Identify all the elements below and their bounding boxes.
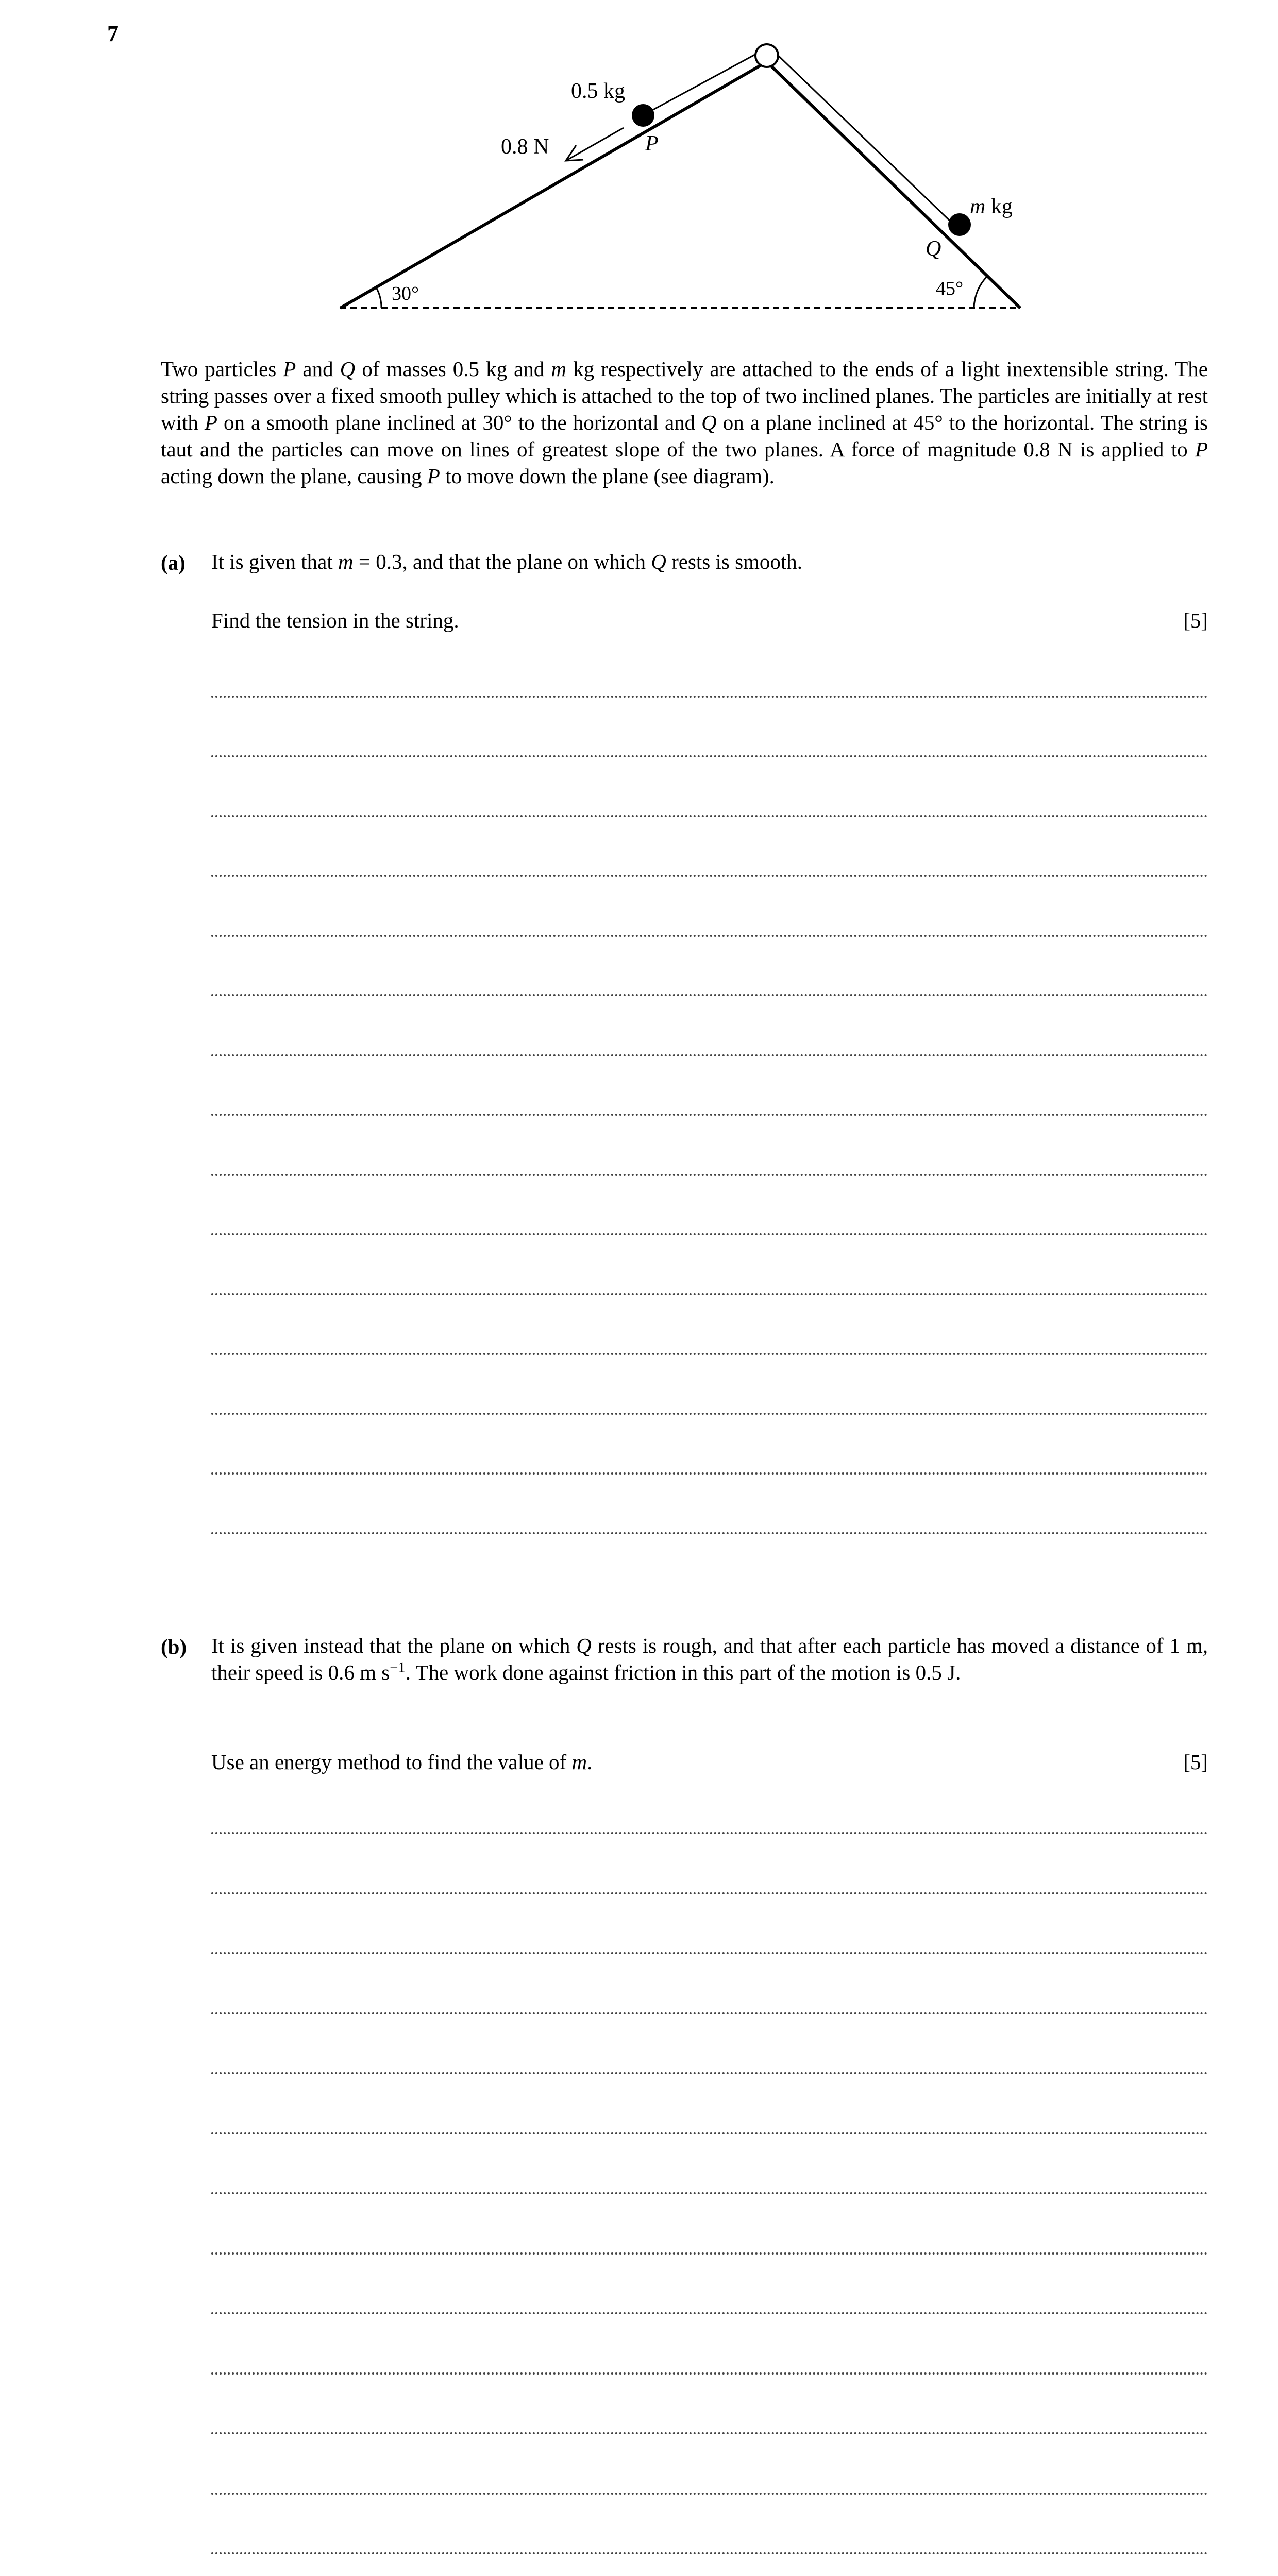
answer-line[interactable] [211,755,1208,757]
answer-line[interactable] [211,1114,1208,1116]
mass-p-label: 0.5 kg [571,79,625,103]
answer-line[interactable] [211,994,1208,996]
answer-line[interactable] [211,2192,1208,2194]
particle-p [632,104,654,127]
answer-line[interactable] [211,1293,1208,1295]
force-arrow [566,128,624,161]
angle-arc-right [974,276,987,308]
right-plane [767,62,1020,308]
pulley-diagram [320,31,1031,319]
part-a-instruction: Find the tension in the string. [211,608,459,632]
answer-line[interactable] [211,2432,1208,2434]
left-plane [340,62,767,308]
answer-line[interactable] [211,815,1208,817]
answer-line[interactable] [211,2372,1208,2375]
answer-line[interactable] [211,1353,1208,1355]
pulley [755,44,778,67]
answer-line[interactable] [211,696,1208,698]
answer-line[interactable] [211,875,1208,877]
answer-line[interactable] [211,2312,1208,2314]
answer-line[interactable] [211,1233,1208,1235]
answer-line[interactable] [211,1952,1208,1954]
part-b-text: It is given instead that the plane on which Q rests is rough, and that after each particle has moved a distance of 1 m, their speed is 0.6 m $s^{-1}$. The work done against friction in this part of the motion is 0.5 J. [211,1634,1208,1684]
answer-line[interactable] [211,1054,1208,1056]
question-stem: Two particles P and Q of masses 0.5 kg and m kg respectively are attached to the ends of a light inextensible string. The string passes over a fixed smooth pulley which is attached to the top of two inclined planes. The particles are initially at rest with P on a smooth plane inclined at 30° to the horizontal and Q on a plane inclined at 45° to the horizontal. The string is taut and the particles can move on lines of greatest slope of the two planes. A force of magnitude 0.8 N is applied to P acting down the plane, causing P to move down the plane (see diagram). [161,357,1208,488]
p-label: P [645,132,659,156]
string-left [637,52,761,118]
answer-line[interactable] [211,2552,1208,2554]
answer-line[interactable] [211,2132,1208,2134]
mass-q-label: m kg [970,195,1013,218]
answer-line[interactable] [211,2012,1208,2014]
particle-q [948,213,971,236]
angle-arc-left [376,287,381,308]
answer-line[interactable] [211,1413,1208,1415]
answer-line[interactable] [211,1472,1208,1475]
part-a-text: It is given that m = 0.3, and that the plane on which Q rests is smooth. [211,550,803,573]
angle-left-label: 30° [392,283,419,304]
part-b-marks: [5] [1183,1750,1208,1774]
q-label: Q [926,237,941,261]
answer-line[interactable] [211,1892,1208,1894]
answer-line[interactable] [211,2493,1208,2495]
part-b-instruction: Use an energy method to find the value of m. [211,1750,593,1774]
answer-line[interactable] [211,2252,1208,2255]
answer-line[interactable] [211,935,1208,937]
question-number: 7 [107,21,119,46]
answer-line[interactable] [211,2072,1208,2074]
answer-line[interactable] [211,1832,1208,1834]
answer-line[interactable] [211,1532,1208,1534]
part-a-label: (a) [161,551,186,574]
answer-line[interactable] [211,1174,1208,1176]
force-label: 0.8 N [501,135,549,159]
string-right [774,52,955,226]
part-a-marks: [5] [1183,608,1208,632]
angle-right-label: 45° [936,278,964,299]
part-b-label: (b) [161,1635,187,1658]
